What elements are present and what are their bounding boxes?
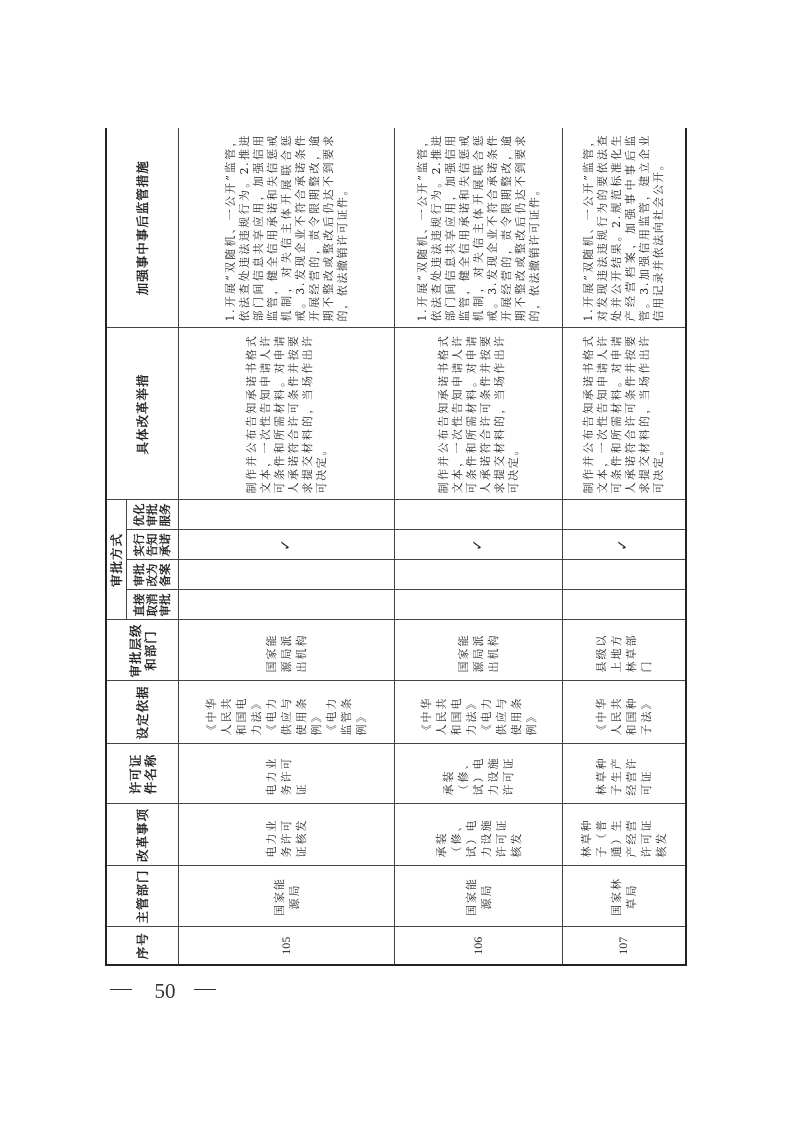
page-footer [110, 976, 220, 1006]
cell-mode-cancel [179, 590, 395, 620]
cell-license: 承装（修、试）电力设施许可证 [395, 744, 563, 804]
check-mark-icon: ✓ [562, 530, 686, 560]
header-license: 许可证件名称 [106, 744, 179, 804]
header-level: 审批层级和部门 [106, 620, 179, 681]
cell-supervision: 1.开展“双随机、一公开”监管，对发现违法违规行为的要依法查处并公开结果。2.规范标准化生产经营档案，加强事中事后监管。3.加强信用监管，建立企业信用记录并依法向社会公开。 [562, 128, 686, 328]
cell-license: 电力业务许可证 [179, 744, 395, 804]
cell-basis: 《中华人民共和国种子法》 [562, 681, 686, 744]
cell-mode-cancel [562, 590, 686, 620]
cell-mode-filing [562, 560, 686, 590]
header-supervision: 加强事中事后监管措施 [106, 128, 179, 328]
footer-dash-left [110, 989, 132, 990]
header-mode-group: 审批方式 [106, 500, 127, 620]
cell-dept: 国家林草局 [562, 866, 686, 927]
header-mode-filing: 审批改为备案 [127, 560, 179, 590]
cell-seq: 105 [179, 927, 395, 965]
cell-basis: 《中华人民共和国电力法》《电力供应与使用条例》 [395, 681, 563, 744]
cell-mode-cancel [395, 590, 563, 620]
cell-dept: 国家能源局 [395, 866, 563, 927]
cell-mode-optimize [562, 500, 686, 530]
header-item: 改革事项 [106, 804, 179, 866]
cell-item: 承装（修、试）电力设施许可证核发 [395, 804, 563, 866]
cell-seq: 107 [562, 927, 686, 965]
table-row [179, 128, 395, 965]
header-dept: 主管部门 [106, 866, 179, 927]
check-mark-icon: ✓ [179, 530, 395, 560]
cell-mode-filing [395, 560, 563, 590]
header-basis: 设定依据 [106, 681, 179, 744]
cell-level: 县级以上地方林草部门 [562, 620, 686, 681]
cell-measures: 制作并公布告知承诺书格式文本，一次性告知申请人许可条件和所需材料。对申请人承诺符合许可条件并按要求提交材料的，当场作出许可决定。 [395, 328, 563, 500]
cell-basis: 《中华人民共和国电力法》《电力供应与使用条例》《电力监管条例》 [179, 681, 395, 744]
footer-dash-right [194, 989, 216, 990]
header-seq: 序号 [106, 927, 179, 965]
reform-items-table [105, 128, 687, 966]
cell-mode-optimize [395, 500, 563, 530]
cell-item: 电力业务许可证核发 [179, 804, 395, 866]
page-number: 50 [154, 979, 176, 1003]
cell-supervision: 1.开展“双随机、一公开”监管，依法查处违法违规行为。2.推进部门间信息共享应用，加强信用监管，健全信用承诺和失信惩戒机制，对失信主体开展联合惩戒。3.发现企业不符合承诺条件开展经营的，责令限期整改，逾期不整改或整改后仍达不到要求的，依法撤销许可证件。 [395, 128, 563, 328]
header-mode-promise: 实行告知承诺 [127, 530, 179, 560]
cell-supervision: 1.开展“双随机、一公开”监管，依法查处违法违规行为。2.推进部门间信息共享应用，加强信用监管，健全信用承诺和失信惩戒机制，对失信主体开展联合惩戒。3.发现企业不符合承诺条件开展经营的，责令限期整改，逾期不整改或整改后仍达不到要求的，依法撤销许可证件。 [179, 128, 395, 328]
cell-item: 林草种子（普通）生产经营许可证核发 [562, 804, 686, 866]
check-mark-icon: ✓ [395, 530, 563, 560]
rotated-table-area [105, 128, 687, 966]
cell-seq: 106 [395, 927, 563, 965]
cell-level: 国家能源局派出机构 [179, 620, 395, 681]
header-measures: 具体改革举措 [106, 328, 179, 500]
cell-level: 国家能源局派出机构 [395, 620, 563, 681]
cell-license: 林草种子生产经营许可证 [562, 744, 686, 804]
cell-measures: 制作并公布告知承诺书格式文本，一次性告知申请人许可条件和所需材料。对申请人承诺符合许可条件并按要求提交材料的，当场作出许可决定。 [562, 328, 686, 500]
table-row [562, 128, 686, 965]
header-mode-optimize: 优化审批服务 [127, 500, 179, 530]
cell-mode-filing [179, 560, 395, 590]
cell-mode-optimize [179, 500, 395, 530]
cell-measures: 制作并公布告知承诺书格式文本，一次性告知申请人许可条件和所需材料。对申请人承诺符合许可条件并按要求提交材料的，当场作出许可决定。 [179, 328, 395, 500]
header-mode-cancel: 直接取消审批 [127, 590, 179, 620]
table-row [395, 128, 563, 965]
cell-dept: 国家能源局 [179, 866, 395, 927]
